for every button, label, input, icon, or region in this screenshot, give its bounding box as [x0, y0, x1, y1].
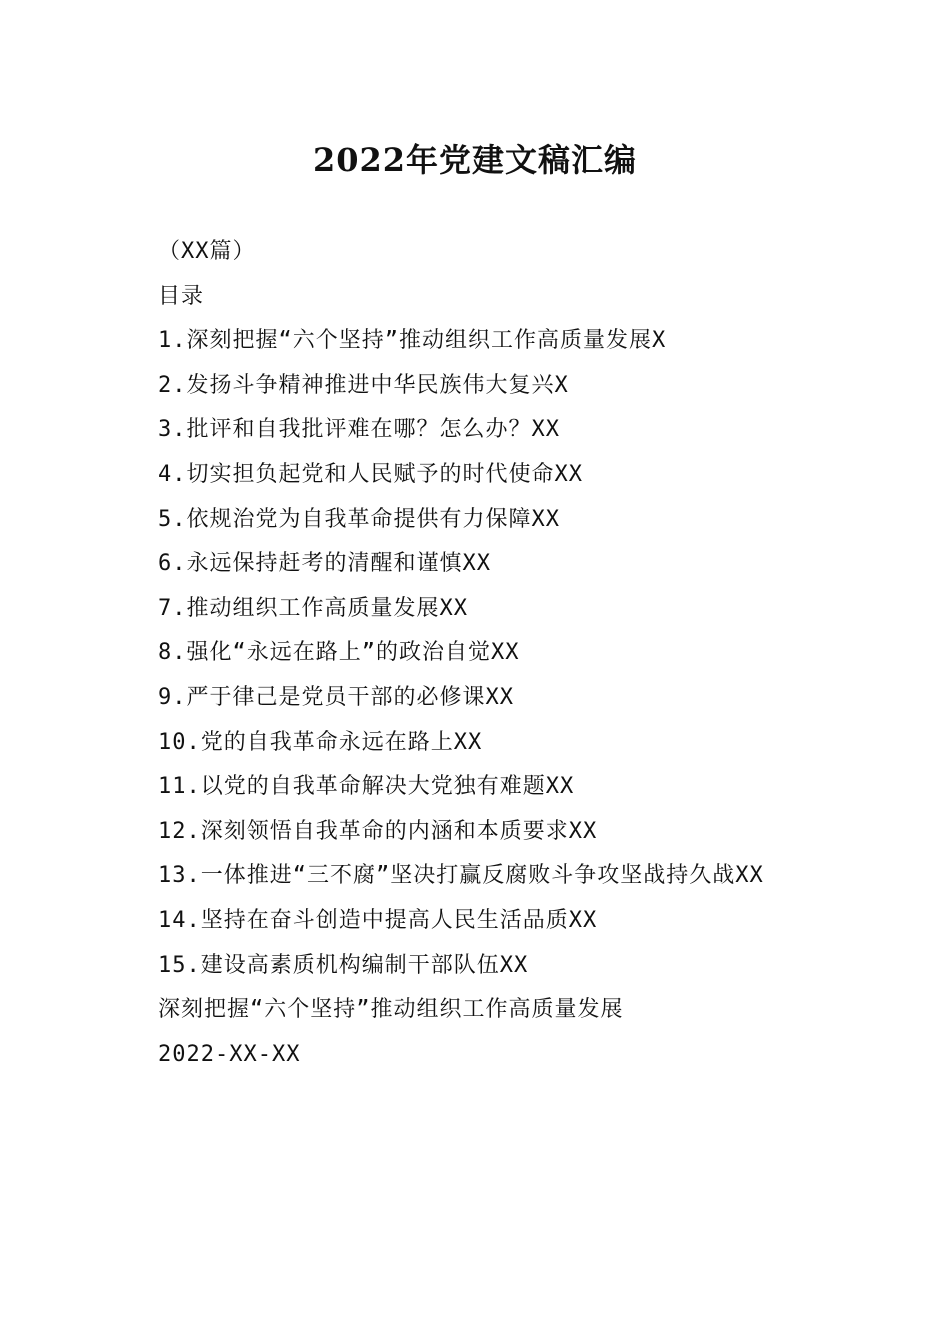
toc-item: 11.以党的自我革命解决大党独有难题XX	[158, 774, 575, 800]
toc-item: 2.发扬斗争精神推进中华民族伟大复兴X	[158, 372, 569, 398]
document-body	[118, 230, 828, 1077]
toc-item: 12.深刻领悟自我革命的内涵和本质要求XX	[158, 818, 598, 844]
count-note: （XX篇）	[158, 239, 256, 264]
article-date: 2022-XX-XX	[158, 1041, 301, 1067]
toc-item: 13.一体推进“三不腐”坚决打赢反腐败斗争攻坚战持久战XX	[158, 863, 764, 889]
toc-item: 4.切实担负起党和人民赋予的时代使命XX	[158, 461, 583, 487]
toc-item: 1.深刻把握“六个坚持”推动组织工作高质量发展X	[158, 328, 667, 354]
toc-item: 5.依规治党为自我革命提供有力保障XX	[158, 506, 560, 532]
toc-item: 8.强化“永远在路上”的政治自觉XX	[158, 640, 520, 666]
document-title: 2022年党建文稿汇编	[312, 141, 638, 179]
toc-item: 9.严于律己是党员干部的必修课XX	[158, 684, 514, 710]
toc-item: 7.推动组织工作高质量发展XX	[158, 595, 468, 621]
article-title: 深刻把握“六个坚持”推动组织工作高质量发展	[158, 997, 624, 1023]
toc-item: 14.坚持在奋斗创造中提高人民生活品质XX	[158, 907, 598, 933]
toc-item: 10.党的自我革命永远在路上XX	[158, 729, 483, 755]
table-of-contents	[118, 319, 828, 988]
toc-item: 15.建设高素质机构编制干部队伍XX	[158, 952, 529, 978]
toc-heading: 目录	[158, 283, 205, 309]
toc-item: 3.批评和自我批评难在哪？怎么办？XX	[158, 417, 560, 443]
toc-item: 6.永远保持赶考的清醒和谨慎XX	[158, 551, 491, 577]
